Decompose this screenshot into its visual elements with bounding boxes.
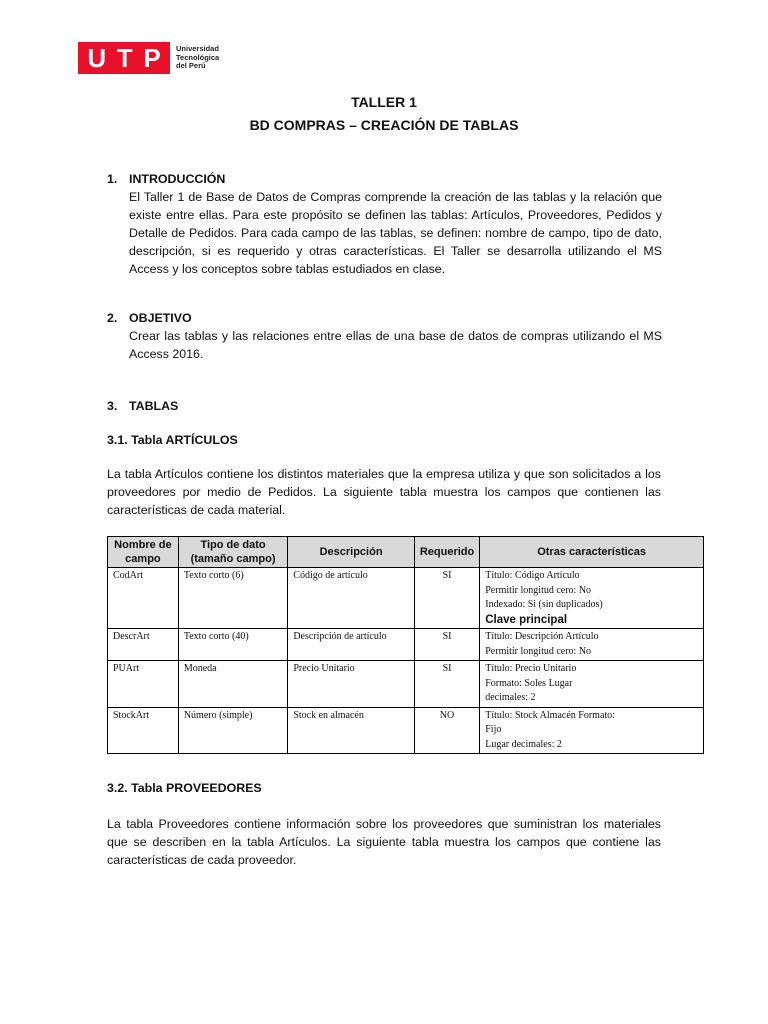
- section-heading: [107, 309, 662, 327]
- column-header: Otras características: [480, 537, 704, 568]
- otras-line: Título: Stock Almacén Formato:: [485, 709, 615, 721]
- cell-descripcion: Stock en almacén: [288, 707, 415, 754]
- otras-line: Permitir longitud cero: No: [485, 584, 592, 596]
- cell-campo: DescrArt: [108, 629, 179, 661]
- otras-line: Indexado: Si (sin duplicados): [485, 599, 603, 610]
- subsection-heading-proveedores: 3.2. Tabla PROVEEDORES: [107, 781, 262, 795]
- section-heading: [107, 170, 662, 188]
- table-header-row: [108, 537, 704, 568]
- cell-descripcion: Descripción de artículo: [288, 629, 415, 661]
- section-title: INTRODUCCIÓN: [129, 172, 226, 186]
- cell-otras: [480, 629, 704, 661]
- section-number: 3.: [107, 399, 118, 413]
- otras-line: Formato: Soles Lugar: [485, 677, 573, 689]
- cell-requerido: SI: [414, 661, 479, 708]
- logo-letter: U: [87, 43, 107, 73]
- otras-line: Título: Precio Unitario: [485, 663, 577, 674]
- table-row: [108, 707, 704, 754]
- cell-otras: [480, 661, 704, 708]
- proveedores-paragraph: La tabla Proveedores contiene información sobre los proveedores que suministran los materiales que se describen en la tabla Artículos. La siguiente tabla muestra los campos que contiene las características de cada proveedor.: [107, 817, 661, 867]
- otras-line: Permitir longitud cero: No: [485, 645, 592, 657]
- cell-tipo: Texto corto (40): [178, 629, 287, 661]
- logo-mark: [78, 42, 170, 74]
- logo-letter: P: [143, 43, 161, 73]
- otras-line: Lugar decimales: 2: [485, 738, 562, 750]
- cell-descripcion: Precio Unitario: [288, 661, 415, 708]
- table-row: [108, 629, 704, 661]
- cell-tipo: Moneda: [178, 661, 287, 708]
- cell-otras: [480, 568, 704, 629]
- document-title-line2: BD COMPRAS – CREACIÓN DE TABLAS: [249, 117, 519, 133]
- column-header: Nombre de campo: [108, 537, 179, 568]
- otras-line: Título: Código Artículo: [485, 570, 580, 581]
- logo-letter: T: [116, 43, 133, 73]
- subsection-heading-articulos: 3.1. Tabla ARTÍCULOS: [107, 433, 238, 447]
- section-number: 1.: [107, 172, 118, 186]
- otras-line: Fijo: [485, 724, 502, 735]
- logo-text-line: Universidad: [176, 44, 219, 54]
- cell-tipo: Texto corto (6): [178, 568, 287, 629]
- column-header: Requerido: [414, 537, 479, 568]
- section-tablas: [107, 397, 662, 415]
- table-row: [108, 661, 704, 708]
- logo-text: [176, 45, 219, 71]
- section-number: 2.: [107, 311, 118, 325]
- column-header: Tipo de dato (tamaño campo): [178, 537, 287, 568]
- table-row: [108, 568, 704, 629]
- articulos-paragraph: La tabla Artículos contiene los distintos materiales que la empresa utiliza y que son solicitados a los proveedores por medio de Pedidos. La siguiente tabla muestra los campos que contienen las características de cada material.: [107, 467, 661, 517]
- otras-line-bold: Clave principal: [485, 613, 568, 626]
- column-header: Descripción: [288, 537, 415, 568]
- logo-text-line: Tecnológica: [176, 52, 220, 62]
- cell-requerido: SI: [414, 568, 479, 629]
- section-objetivo: [107, 309, 662, 363]
- cell-campo: CodArt: [108, 568, 179, 629]
- utp-logo: [78, 42, 219, 74]
- section-text: Crear las tablas y las relaciones entre ellas de una base de datos de compras utilizando el MS Access 2016.: [129, 329, 662, 361]
- cell-requerido: NO: [414, 707, 479, 754]
- articulos-table: [107, 536, 704, 754]
- otras-line: Título: Descripción Artículo: [485, 631, 599, 642]
- document-title-line1: TALLER 1: [351, 94, 417, 110]
- section-heading: [107, 397, 662, 415]
- cell-tipo: Número (simple): [178, 707, 287, 754]
- cell-otras: [480, 707, 704, 754]
- section-text: El Taller 1 de Base de Datos de Compras comprende la creación de las tablas y la relación que existe entre ellas. Para este propósito se definen las tablas: Artículos, Proveedores, Pedidos y Detalle de Pedidos. Para cada campo de las tablas, se definen: nombre de campo, tipo de dato, descripción, si es requerido y otras características. El Taller se desarrolla utilizando el MS Access y los conceptos sobre tablas estudiados en clase.: [129, 190, 662, 276]
- otras-line: decimales: 2: [485, 692, 536, 703]
- cell-descripcion: Código de artículo: [288, 568, 415, 629]
- logo-text-line: del Perú: [176, 61, 206, 71]
- cell-campo: PUArt: [108, 661, 179, 708]
- cell-campo: StockArt: [108, 707, 179, 754]
- section-introduccion: [107, 170, 662, 278]
- section-title: OBJETIVO: [129, 311, 192, 325]
- cell-requerido: SI: [414, 629, 479, 661]
- section-title: TABLAS: [129, 399, 179, 413]
